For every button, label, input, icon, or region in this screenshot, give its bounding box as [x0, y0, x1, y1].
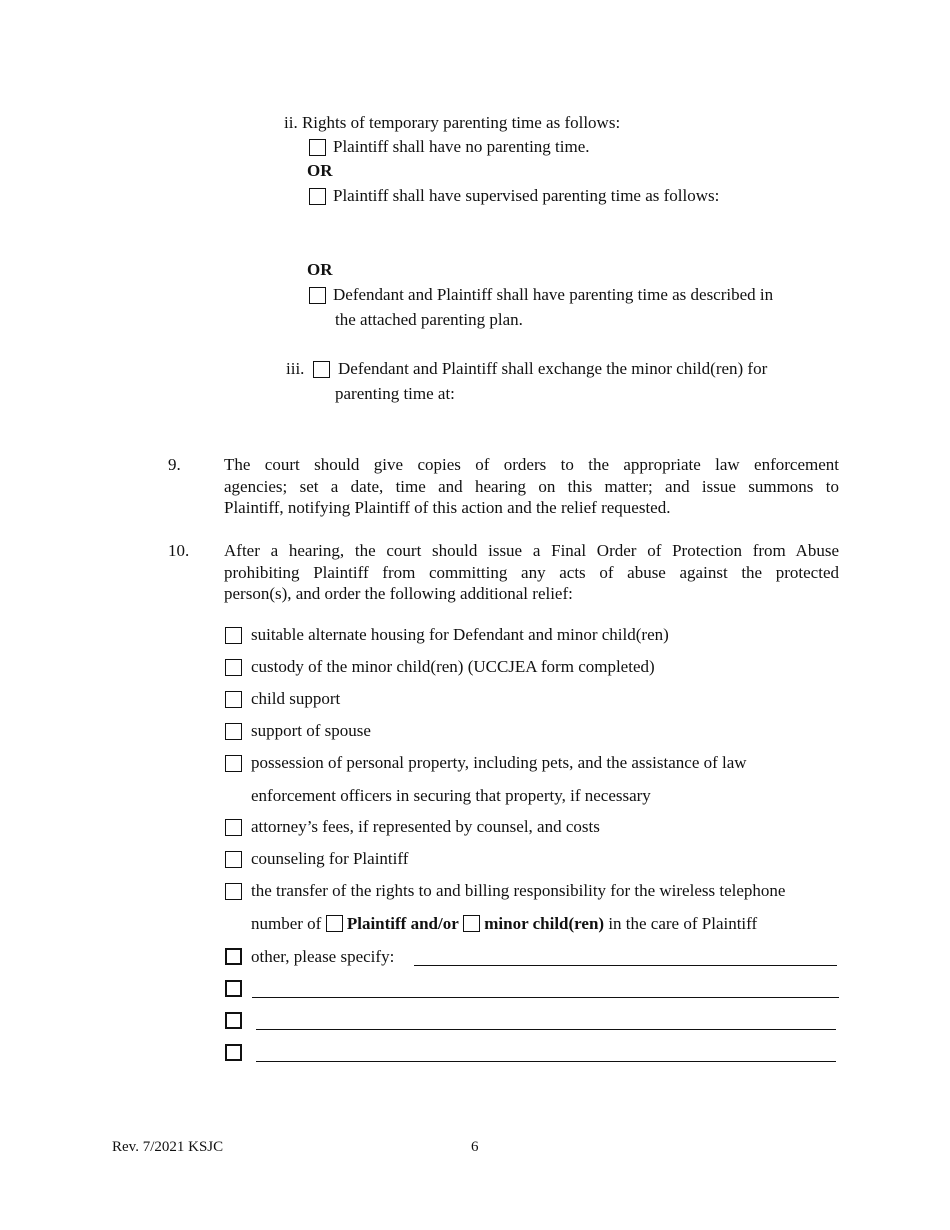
property-label-cont: enforcement officers in securing that property, if necessary: [251, 786, 651, 805]
custody-label: custody of the minor child(ren) (UCCJEA form completed): [251, 657, 655, 676]
item-10-line: After a hearing, the court should issue a Final Order of Protection from Abuse: [224, 541, 839, 560]
wireless-checkbox[interactable]: [225, 883, 242, 900]
item-9-line: agencies; set a date, time and hearing on this matter; and issue summons to: [224, 476, 839, 496]
or-separator: OR: [307, 161, 333, 180]
item-9-line: The court should give copies of orders to the appropriate law enforcement: [224, 455, 839, 474]
item-9-text: [224, 454, 839, 519]
supervised-parenting-checkbox[interactable]: [309, 188, 326, 205]
item-9-line: Plaintiff, notifying Plaintiff of this action and the relief requested.: [224, 498, 671, 517]
wireless-child-label: minor child(ren): [484, 914, 605, 933]
other-specify-line[interactable]: [256, 1029, 836, 1030]
counseling-checkbox[interactable]: [225, 851, 242, 868]
wireless-suffix: in the care of Plaintiff: [608, 914, 758, 933]
wireless-label: the transfer of the rights to and billing responsibility for the wireless telephone: [251, 881, 786, 900]
page-number: 6: [471, 1139, 479, 1155]
property-label: possession of personal property, including pets, and the assistance of law: [251, 753, 747, 772]
item-10-line: person(s), and order the following additional relief:: [224, 584, 573, 603]
item-10-text: [224, 540, 839, 605]
other-specify-line[interactable]: [252, 997, 839, 998]
item-9-number: 9.: [168, 455, 181, 474]
property-checkbox[interactable]: [225, 755, 242, 772]
spouse-support-checkbox[interactable]: [225, 723, 242, 740]
supervised-parenting-label: Plaintiff shall have supervised parenting time as follows:: [333, 186, 720, 205]
custody-checkbox[interactable]: [225, 659, 242, 676]
spouse-support-label: support of spouse: [251, 721, 371, 740]
other-checkbox[interactable]: [225, 1044, 242, 1061]
other-specify-line[interactable]: [414, 965, 837, 966]
wireless-prefix: number of: [251, 914, 322, 933]
exchange-checkbox[interactable]: [313, 361, 330, 378]
child-support-checkbox[interactable]: [225, 691, 242, 708]
housing-label: suitable alternate housing for Defendant and minor child(ren): [251, 625, 669, 644]
exchange-label: Defendant and Plaintiff shall exchange the minor child(ren) for: [338, 359, 768, 378]
or-separator: OR: [307, 260, 333, 279]
no-parenting-time-label: Plaintiff shall have no parenting time.: [333, 137, 590, 156]
other-specify-line[interactable]: [256, 1061, 836, 1062]
parenting-plan-checkbox[interactable]: [309, 287, 326, 304]
parenting-plan-label: Defendant and Plaintiff shall have parenting time as described in: [333, 285, 774, 304]
other-checkbox[interactable]: [225, 948, 242, 965]
parenting-time-heading: ii. Rights of temporary parenting time as follows:: [284, 113, 621, 132]
item-10-number: 10.: [168, 541, 190, 560]
revision-footer: Rev. 7/2021 KSJC: [112, 1139, 224, 1155]
item-iii-label: iii.: [286, 359, 305, 378]
wireless-plaintiff-checkbox[interactable]: [326, 915, 343, 932]
other-checkbox[interactable]: [225, 1012, 242, 1029]
no-parenting-time-checkbox[interactable]: [309, 139, 326, 156]
wireless-label-cont: [251, 914, 757, 934]
child-support-label: child support: [251, 689, 341, 708]
other-label: other, please specify:: [251, 947, 395, 966]
exchange-label-cont: parenting time at:: [335, 384, 455, 403]
wireless-child-checkbox[interactable]: [463, 915, 480, 932]
wireless-plaintiff-label: Plaintiff and/or: [346, 914, 459, 933]
housing-checkbox[interactable]: [225, 627, 242, 644]
counseling-label: counseling for Plaintiff: [251, 849, 409, 868]
fees-checkbox[interactable]: [225, 819, 242, 836]
other-checkbox[interactable]: [225, 980, 242, 997]
item-10-line: prohibiting Plaintiff from committing any acts of abuse against the protected: [224, 562, 839, 582]
fees-label: attorney’s fees, if represented by counsel, and costs: [251, 817, 600, 836]
parenting-plan-label-cont: the attached parenting plan.: [335, 310, 523, 329]
